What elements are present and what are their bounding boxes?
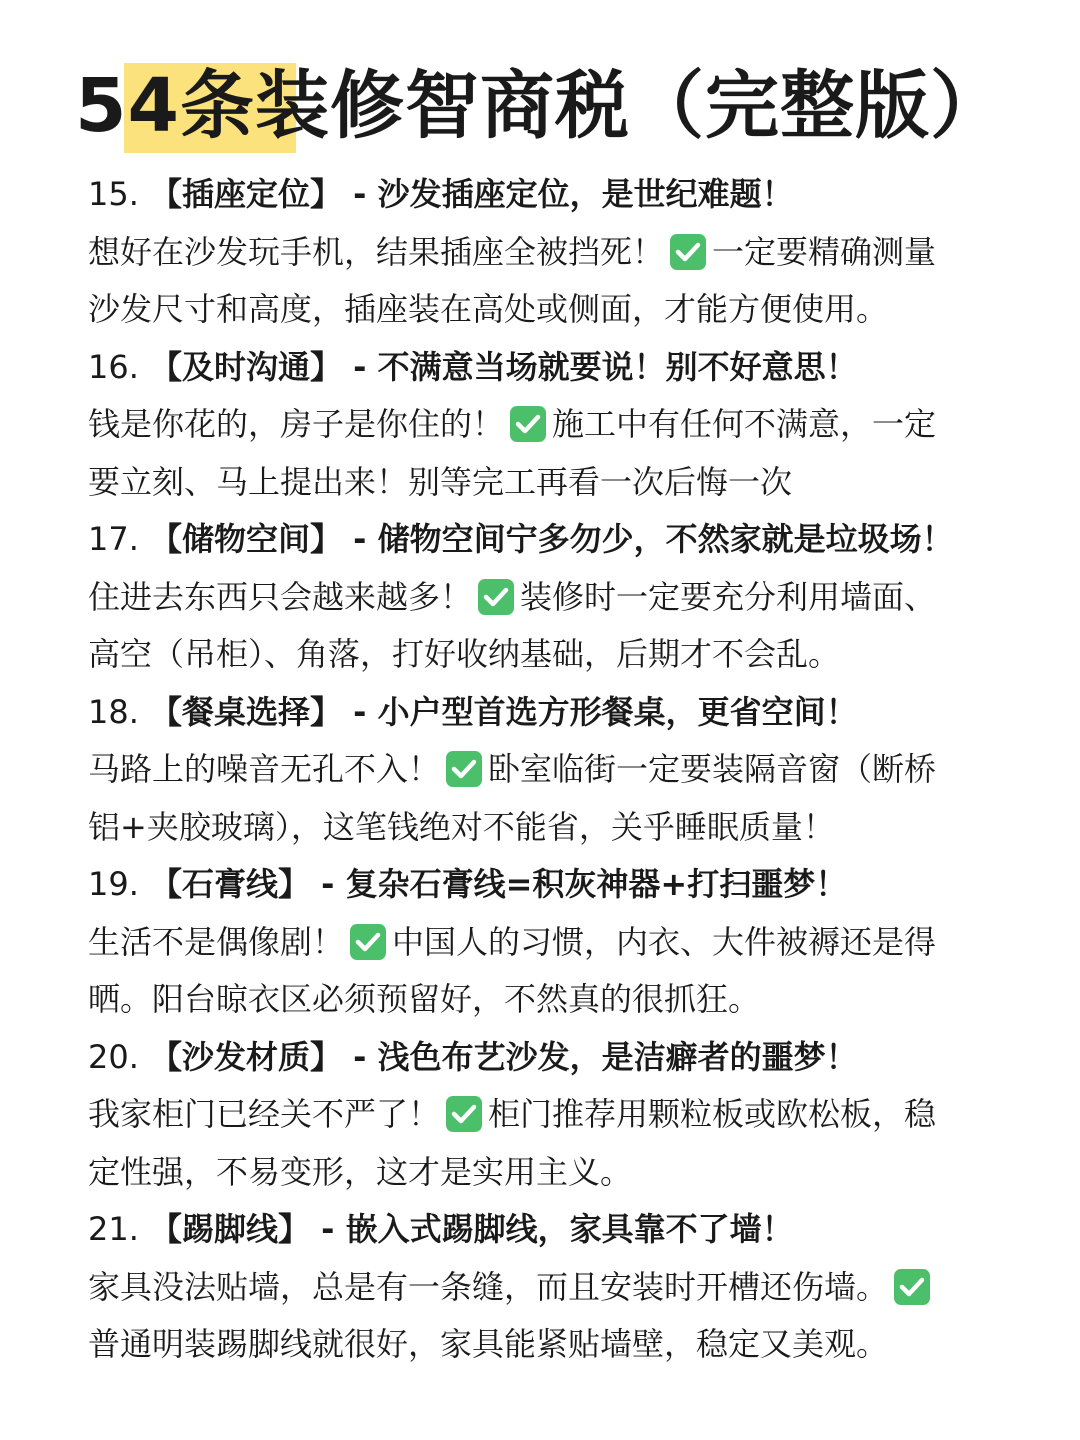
tip-title: 【沙发材质】 - 浅色布艺沙发，是洁癖者的噩梦！ — [150, 1037, 858, 1076]
tip-body-line — [88, 281, 968, 339]
tip-number: 16. — [88, 347, 139, 386]
tip-solution-text: 施工中有任何不满意，一定 — [552, 405, 937, 443]
tip-number: 18. — [88, 692, 139, 731]
tip-solution-text: 装修时一定要充分利用墙面、 — [520, 577, 937, 616]
tip-number: 15. — [88, 175, 139, 213]
tip-solution-text: 一定要精确测量 — [712, 232, 937, 271]
tip-number: 19. — [88, 865, 139, 903]
tip-heading — [88, 511, 968, 569]
tip-item — [88, 339, 968, 512]
tip-problem-text: 生活不是偶像剧！ — [88, 922, 345, 961]
check-box-icon — [350, 924, 386, 960]
tip-number: 20. — [88, 1037, 139, 1076]
tip-heading — [88, 1201, 968, 1259]
check-box-icon — [446, 1096, 482, 1132]
tip-title: 【石膏线】 - 复杂石膏线=积灰神器+打扫噩梦！ — [150, 865, 848, 903]
tip-body-line — [88, 626, 968, 684]
tip-body-line — [88, 1316, 968, 1374]
tip-body-line — [88, 971, 968, 1029]
tip-item — [88, 1201, 968, 1374]
tip-heading — [88, 339, 968, 397]
tip-problem-text: 马路上的噪音无孔不入！ — [88, 750, 441, 788]
tip-body-line — [88, 454, 968, 512]
tip-problem-text: 想好在沙发玩手机，结果插座全被挡死！ — [88, 232, 665, 271]
tip-title: 【餐桌选择】 - 小户型首选方形餐桌，更省空间！ — [150, 692, 858, 731]
tip-title: 【插座定位】 - 沙发插座定位，是世纪难题！ — [150, 175, 794, 213]
tip-solution-text: 卧室临街一定要装隔音窗（断桥 — [488, 750, 937, 788]
tip-title: 【踢脚线】 - 嵌入式踢脚线，家具靠不了墙！ — [150, 1210, 794, 1248]
tip-body-line — [88, 569, 968, 627]
tip-heading — [88, 684, 968, 742]
tip-solution-text: 铝+夹胶玻璃），这笔钱绝对不能省，关乎睡眠质量！ — [88, 807, 835, 846]
tip-body-line — [88, 224, 968, 282]
tip-title: 【及时沟通】 - 不满意当场就要说！别不好意思！ — [150, 347, 858, 386]
tip-item — [88, 166, 968, 339]
tip-item — [88, 511, 968, 684]
check-box-icon — [478, 579, 514, 615]
tip-problem-text: 家具没法贴墙，总是有一条缝，而且安装时开槽还伤墙。 — [88, 1267, 889, 1306]
tip-body-line — [88, 1259, 968, 1317]
tip-number: 21. — [88, 1210, 139, 1248]
tip-heading — [88, 166, 968, 224]
page-title: 54条装修智商税（完整版） — [75, 63, 1005, 149]
tip-body-line — [88, 396, 968, 454]
tip-heading — [88, 856, 968, 914]
tip-number: 17. — [88, 520, 139, 558]
tip-body-line — [88, 1144, 968, 1202]
title-area — [0, 56, 1080, 156]
tip-problem-text: 钱是你花的，房子是你住的！ — [88, 405, 505, 443]
tip-problem-text: 我家柜门已经关不严了！ — [88, 1095, 441, 1133]
tip-solution-text: 高空（吊柜）、角落，打好收纳基础，后期才不会乱。 — [88, 635, 841, 673]
tip-solution-text: 沙发尺寸和高度，插座装在高处或侧面，才能方便使用。 — [88, 290, 889, 328]
tip-body-line — [88, 799, 968, 857]
tip-body-line — [88, 914, 968, 972]
tip-item — [88, 856, 968, 1029]
tip-body-line — [88, 1086, 968, 1144]
tip-solution-text: 定性强，不易变形，这才是实用主义。 — [88, 1152, 633, 1191]
tip-solution-text: 晒。阳台晾衣区必须预留好，不然真的很抓狂。 — [88, 980, 761, 1018]
tip-solution-text: 柜门推荐用颗粒板或欧松板，稳 — [488, 1095, 937, 1133]
tip-body-line — [88, 741, 968, 799]
check-box-icon — [894, 1269, 930, 1305]
tip-solution-text: 中国人的习惯，内衣、大件被褥还是得 — [392, 922, 937, 961]
tip-item — [88, 684, 968, 857]
tip-solution-text: 要立刻、马上提出来！别等完工再看一次后悔一次 — [88, 462, 793, 501]
tip-solution-text: 普通明装踢脚线就很好，家具能紧贴墙壁，稳定又美观。 — [88, 1325, 889, 1363]
tips-list — [88, 166, 968, 1374]
tip-problem-text: 住进去东西只会越来越多！ — [88, 577, 473, 616]
tip-item — [88, 1029, 968, 1202]
check-box-icon — [510, 406, 546, 442]
check-box-icon — [670, 234, 706, 270]
tip-title: 【储物空间】 - 储物空间宁多勿少，不然家就是垃圾场！ — [150, 520, 954, 558]
tip-heading — [88, 1029, 968, 1087]
check-box-icon — [446, 751, 482, 787]
